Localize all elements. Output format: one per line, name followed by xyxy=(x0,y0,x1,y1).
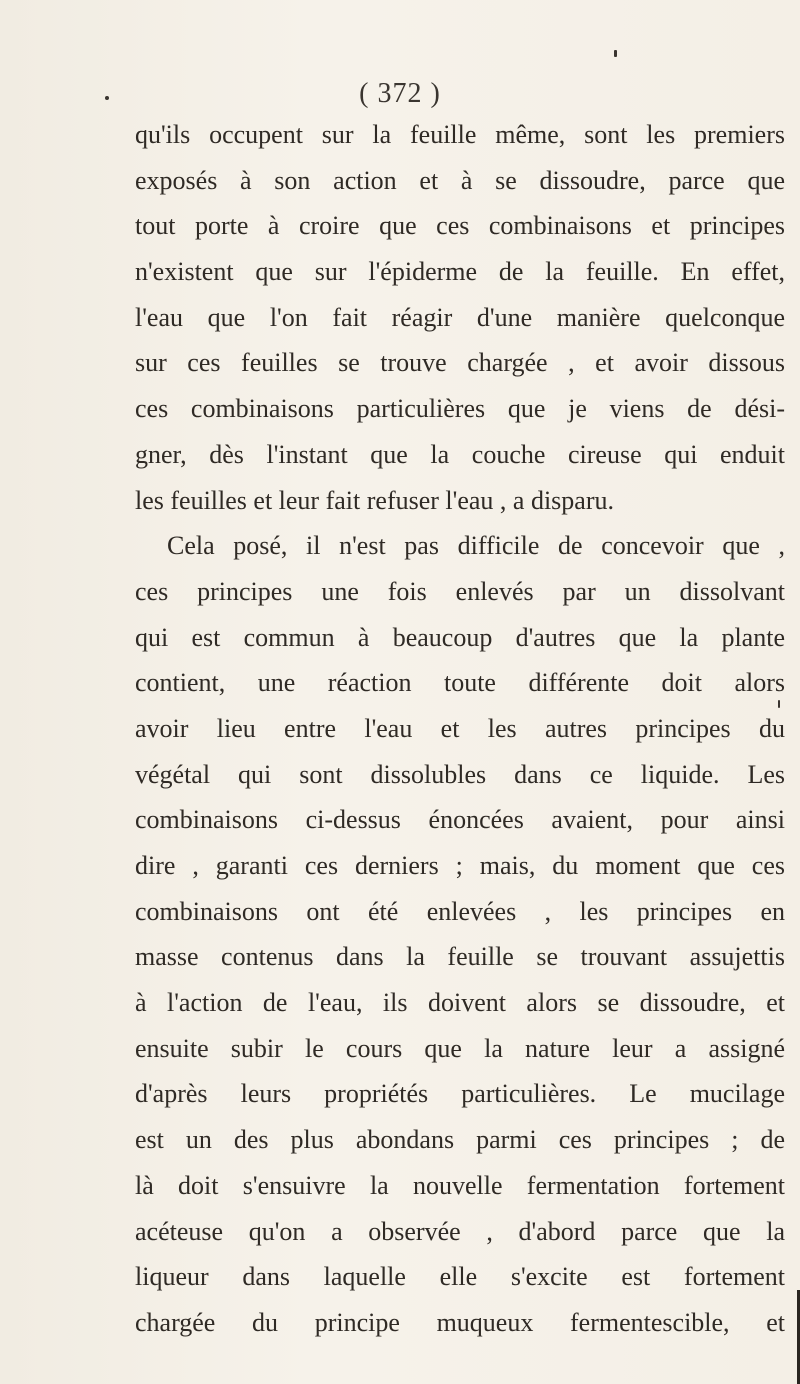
text-line: d'après leurs propriétés particulières. Le mucilage xyxy=(135,1079,785,1109)
text-line: là doit s'ensuivre la nouvelle fermentation fortement xyxy=(135,1170,785,1200)
text-line: Cela posé, il n'est pas difficile de concevoir que , xyxy=(167,531,785,561)
body-text xyxy=(135,112,785,1346)
text-line: tout porte à croire que ces combinaisons et principes xyxy=(135,211,785,241)
text-line: qui est commun à beaucoup d'autres que la plante xyxy=(135,622,785,652)
text-line: ces combinaisons particulières que je viens de dési- xyxy=(135,394,785,424)
text-line: à l'action de l'eau, ils doivent alors se dissoudre, et xyxy=(135,988,785,1018)
text-line: ensuite subir le cours que la nature leur a assigné xyxy=(135,1033,785,1063)
text-line: dire , garanti ces derniers ; mais, du moment que ces xyxy=(135,851,785,880)
ink-speck xyxy=(105,96,109,100)
text-line: avoir lieu entre l'eau et les autres principes du xyxy=(135,713,785,743)
text-line: n'existent que sur l'épiderme de la feuille. En effet, xyxy=(135,257,785,287)
text-line: acéteuse qu'on a observée , d'abord parce que la xyxy=(135,1216,785,1246)
text-line: contient, une réaction toute différente doit alors xyxy=(135,668,785,698)
page-number: ( 372 ) xyxy=(359,78,441,109)
text-line: chargée du principe muqueux fermentescible, et xyxy=(135,1307,785,1337)
text-line: ces principes une fois enlevés par un dissolvant xyxy=(135,576,785,606)
text-line: liqueur dans laquelle elle s'excite est fortement xyxy=(135,1262,785,1292)
text-line: exposés à son action et à se dissoudre, parce que xyxy=(135,165,785,195)
ink-speck xyxy=(614,50,617,57)
text-line: végétal qui sont dissolubles dans ce liquide. Les xyxy=(135,759,785,789)
ink-speck xyxy=(778,700,780,708)
text-line: combinaisons ont été enlevées , les principes en xyxy=(135,896,785,926)
text-line: sur ces feuilles se trouve chargée , et avoir dissous xyxy=(135,348,785,378)
text-line: masse contenus dans la feuille se trouvant assujettis xyxy=(135,942,785,972)
text-line: les feuilles et leur fait refuser l'eau , a disparu. xyxy=(135,485,614,515)
text-line: gner, dès l'instant que la couche cireuse qui enduit xyxy=(135,439,785,469)
text-line: l'eau que l'on fait réagir d'une manière quelconque xyxy=(135,302,785,332)
text-line: est un des plus abondans parmi ces principes ; de xyxy=(135,1125,785,1155)
text-line: combinaisons ci-dessus énoncées avaient, pour ainsi xyxy=(135,805,785,835)
text-line: qu'ils occupent sur la feuille même, sont les premiers xyxy=(135,120,785,149)
